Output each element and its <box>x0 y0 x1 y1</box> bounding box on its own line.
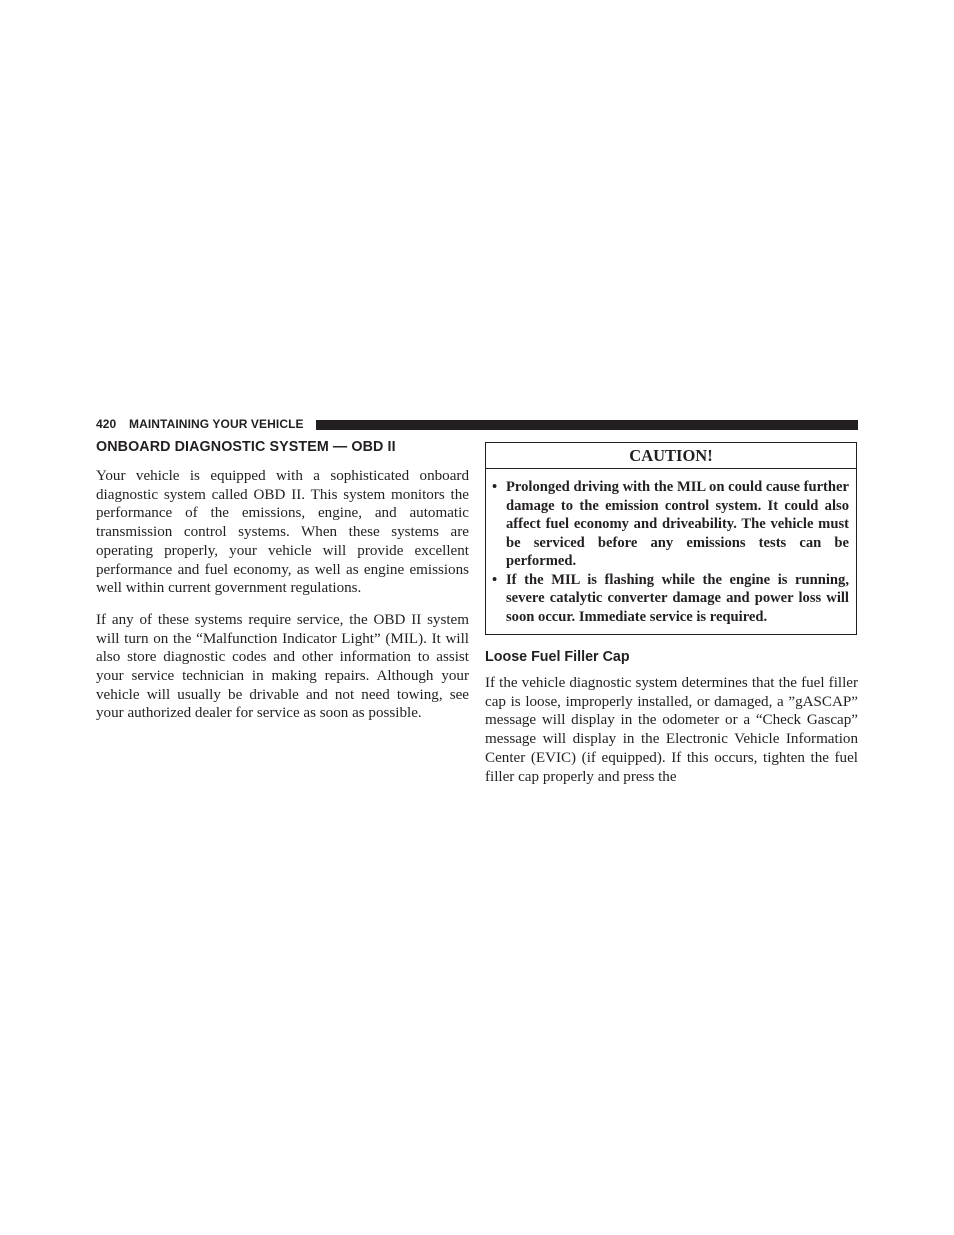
obd-paragraph-2: If any of these systems require service, the OBD II system will turn on the “Malfunction Indicator Light” (MIL). It will also store diagnostic codes and other information to assist your service technician in making repairs. Although your vehicle will usually be drivable and not need towing, see your authorized dealer for service as soon as possible. <box>96 611 469 722</box>
caution-title: CAUTION! <box>486 443 856 469</box>
obd-heading: ONBOARD DIAGNOSTIC SYSTEM — OBD II <box>96 439 396 455</box>
caution-item-text: Prolonged driving with the MIL on could cause further damage to the emission control system. It could also affect fuel economy and driveability. The vehicle must be serviced before any emissions tests can be performed. <box>506 479 849 569</box>
caution-item-text: If the MIL is flashing while the engine is running, severe catalytic converter damage and power loss will soon occur. Immediate service is required. <box>506 571 849 625</box>
header-rule-bar <box>316 420 858 430</box>
section-title: MAINTAINING YOUR VEHICLE <box>129 417 304 431</box>
bullet-icon: • <box>492 571 498 588</box>
fuel-cap-heading: Loose Fuel Filler Cap <box>485 649 630 665</box>
page-header <box>96 416 858 432</box>
obd-paragraph-1: Your vehicle is equipped with a sophisticated onboard diagnostic system called OBD II. This system monitors the performance of the emissions, engine, and automatic transmission control systems. When these systems are operating properly, your vehicle will provide excellent performance and fuel economy, as well as engine emissions well within current government regulations. <box>96 468 469 597</box>
left-column <box>96 437 469 736</box>
page-number: 420 <box>96 417 117 431</box>
right-column <box>485 442 858 799</box>
fuel-cap-paragraph: If the vehicle diagnostic system determines that the fuel filler cap is loose, improperly installed, or damaged, a ”gASCAP” message will display in the odometer or a “Check Gascap” message will display in the Electronic Vehicle Information Center (EVIC) (if equipped). If this occurs, tighten the fuel filler cap properly and press the <box>485 675 858 785</box>
caution-box <box>485 442 857 635</box>
caution-list <box>486 469 856 634</box>
caution-item <box>492 478 849 571</box>
bullet-icon: • <box>492 479 498 495</box>
caution-item <box>492 571 849 627</box>
